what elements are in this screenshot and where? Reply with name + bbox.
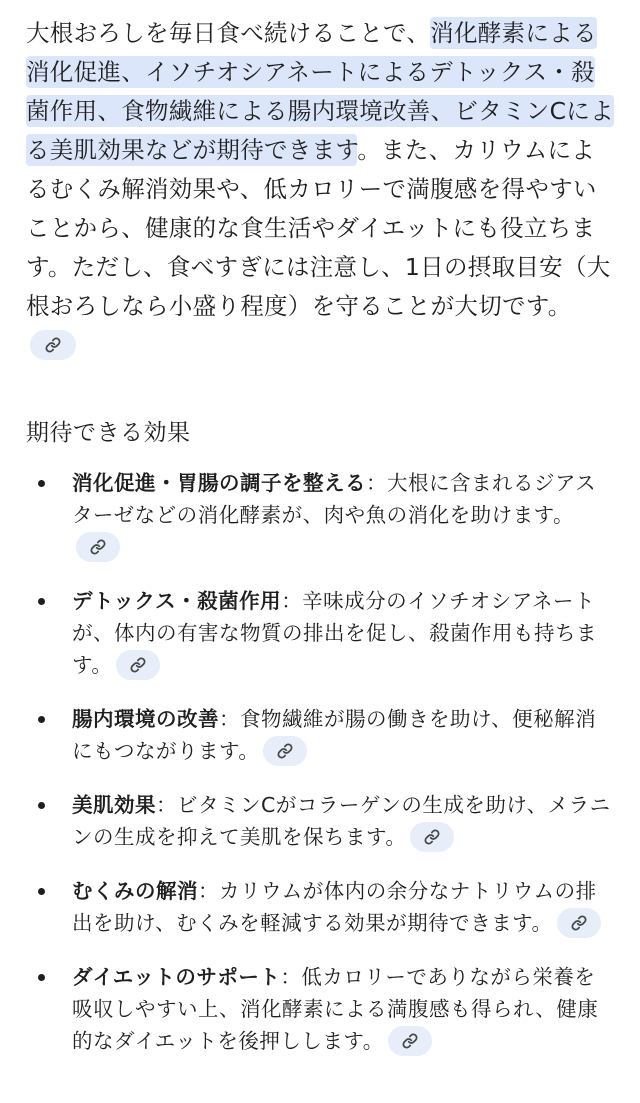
intro-rest-text: 。また、カリウムによるむくみ解消効果や、低カロリーで満腹感を得やすいことから、健康的な食生活やダイエットにも役立ちます。ただし、食べすぎには注意し、1日の摂取目安（大根おろしなら小盛り程度）を守ることが大切です。 <box>26 136 611 320</box>
effect-term: ダイエットのサポート <box>72 965 281 989</box>
link-icon <box>277 743 293 759</box>
effect-description: ：カリウムが体内の余分なナトリウムの排出を助け、むくみを軽減する効果が期待できます。 <box>72 879 597 935</box>
list-item <box>26 467 614 563</box>
link-icon <box>424 829 440 845</box>
effect-description: ：食物繊維が腸の働きを助け、便秘解消にもつながります。 <box>72 707 597 763</box>
effect-term: デトックス・殺菌作用 <box>72 589 282 613</box>
intro-paragraph <box>26 14 614 365</box>
effect-description: ：辛味成分のイソチオシアネートが、体内の有害な物質の排出を促し、殺菌作用も持ちます。 <box>72 589 597 677</box>
effect-description: ：大根に含まれるジアスターゼなどの消化酵素が、肉や魚の消化を助けます。 <box>72 471 597 527</box>
intro-lead-text: 大根おろしを毎日食べ続けることで、 <box>26 19 431 47</box>
citation-link-button[interactable] <box>76 532 120 562</box>
effect-term: むくみの解消 <box>72 879 198 903</box>
citation-link-button[interactable] <box>388 1026 432 1056</box>
effect-description: ：低カロリーでありながら栄養を吸収しやすい上、消化酵素による満腹感も得られ、健康的なダイエットを後押しします。 <box>72 965 599 1053</box>
effect-term: 消化促進・胃腸の調子を整える <box>72 471 366 495</box>
effect-description: ：ビタミンCがコラーゲンの生成を助け、メラニンの生成を抑えて美肌を保ちます。 <box>72 793 611 849</box>
highlighted-text: 消化酵素による消化促進、イソチオシアネートによるデトックス・殺菌作用、食物繊維による腸内環境改善、ビタミンCによる美肌効果などが期待できます <box>26 19 614 164</box>
section-title: 期待できる効果 <box>26 420 191 446</box>
effect-term: 腸内環境の改善 <box>72 707 219 731</box>
list-item <box>26 961 614 1057</box>
link-icon <box>130 657 146 673</box>
list-item <box>26 875 614 939</box>
link-icon <box>90 539 106 555</box>
effects-list <box>26 467 614 1057</box>
link-icon <box>571 915 587 931</box>
citation-link-button[interactable] <box>30 330 76 360</box>
link-icon <box>402 1033 418 1049</box>
citation-link-button[interactable] <box>116 650 160 680</box>
citation-link-button[interactable] <box>410 822 454 852</box>
list-item <box>26 703 614 767</box>
link-icon <box>45 337 61 353</box>
citation-link-button[interactable] <box>263 736 307 766</box>
list-item <box>26 585 614 681</box>
effect-term: 美肌効果 <box>72 793 156 817</box>
list-item <box>26 789 614 853</box>
citation-link-button[interactable] <box>557 908 601 938</box>
